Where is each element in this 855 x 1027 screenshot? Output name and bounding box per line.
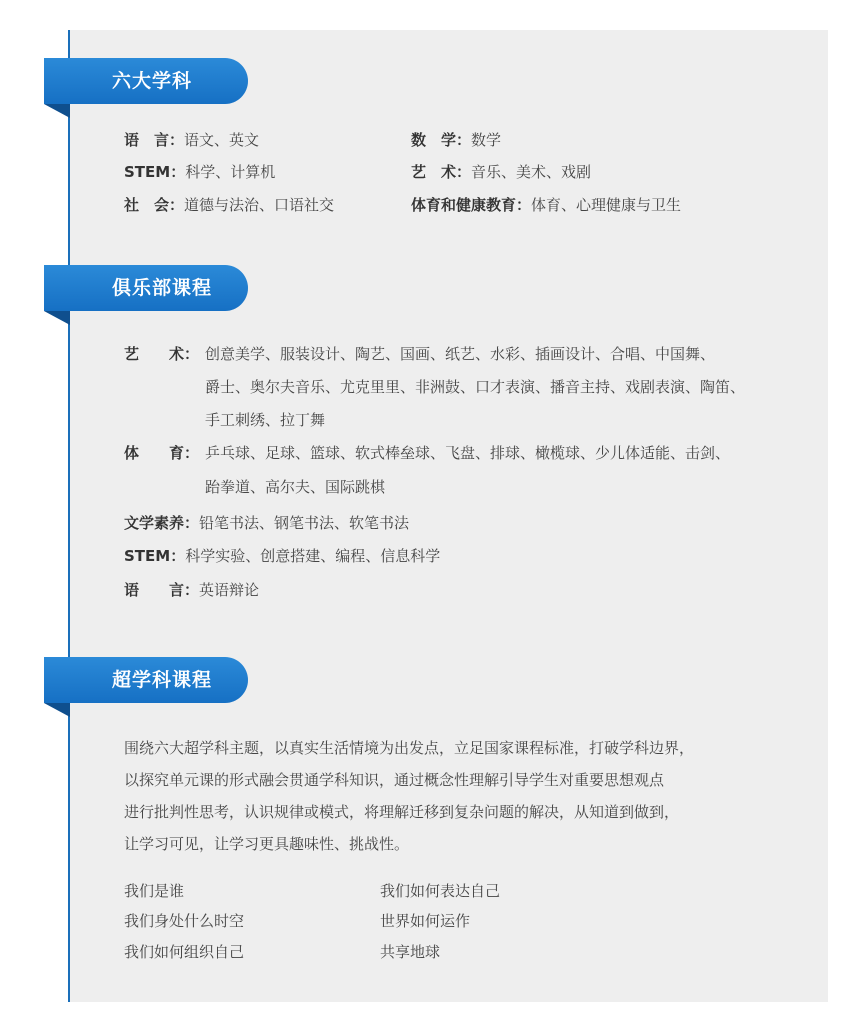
club-sport-line: 乒乓球、足球、篮球、软式棒垒球、飞盘、排球、橄榄球、少儿体适能、击剑、: [205, 444, 731, 462]
club-label-sport: 体 育：: [124, 444, 200, 462]
theme-item: 我们如何表达自己: [380, 882, 501, 900]
club-row-literacy: 文学素养：铅笔书法、钢笔书法、软笔书法: [124, 514, 410, 532]
left-border-line: [68, 30, 70, 1002]
theme-item: 我们是谁: [124, 882, 185, 900]
club-art-line: 创意美学、服装设计、陶艺、国画、纸艺、水彩、插画设计、合唱、中国舞、: [205, 345, 716, 363]
section-banner-subjects: [44, 58, 248, 104]
banner-fold-subjects: [44, 104, 70, 118]
theme-item: 共享地球: [380, 943, 441, 961]
theme-item: 我们如何组织自己: [124, 943, 245, 961]
club-label-art: 艺 术：: [124, 345, 200, 363]
subject-row: 艺 术：音乐、美术、戏剧: [411, 163, 592, 181]
theme-item: 世界如何运作: [380, 912, 471, 930]
banner-fold-clubs: [44, 311, 70, 325]
club-art-line: 手工刺绣、拉丁舞: [205, 411, 326, 429]
course-description: 围绕六大超学科主题，以真实生活情境为出发点，立足国家课程标准，打破学科边界， 以探究单元课的形式融会贯通学科知识，通过概念性理解引导学生对重要思想观点 进行批判性思考，认识规律或模式，将理解迁移到复杂问题的解决，从知道到做到， 让学习可见，让学习更具趣味性、挑战性。: [124, 739, 695, 853]
club-art-line: 爵士、奥尔夫音乐、尤克里里、非洲鼓、口才表演、播音主持、戏剧表演、陶笛、: [205, 378, 746, 396]
subject-row: 数 学：数学: [411, 131, 502, 149]
banner-fold-transdisciplinary: [44, 703, 70, 717]
section-banner-clubs: [44, 265, 248, 311]
subject-row: 体育和健康教育：体育、心理健康与卫生: [411, 196, 682, 214]
club-row-stem: STEM：科学实验、创意搭建、编程、信息科学: [124, 547, 441, 565]
club-sport-line: 跆拳道、高尔夫、国际跳棋: [205, 478, 386, 496]
subject-row: 社 会：道德与法治、口语社交: [124, 196, 335, 214]
subject-row: 语 言：语文、英文: [124, 131, 260, 149]
subject-row: STEM：科学、计算机: [124, 163, 276, 181]
section-title-transdisciplinary: 超学科课程: [112, 669, 213, 691]
section-banner-transdisciplinary: [44, 657, 248, 703]
theme-item: 我们身处什么时空: [124, 912, 245, 930]
club-row-language: 语 言：英语辩论: [124, 581, 260, 599]
section-title-clubs: 俱乐部课程: [112, 277, 213, 299]
section-title-subjects: 六大学科: [112, 70, 193, 92]
